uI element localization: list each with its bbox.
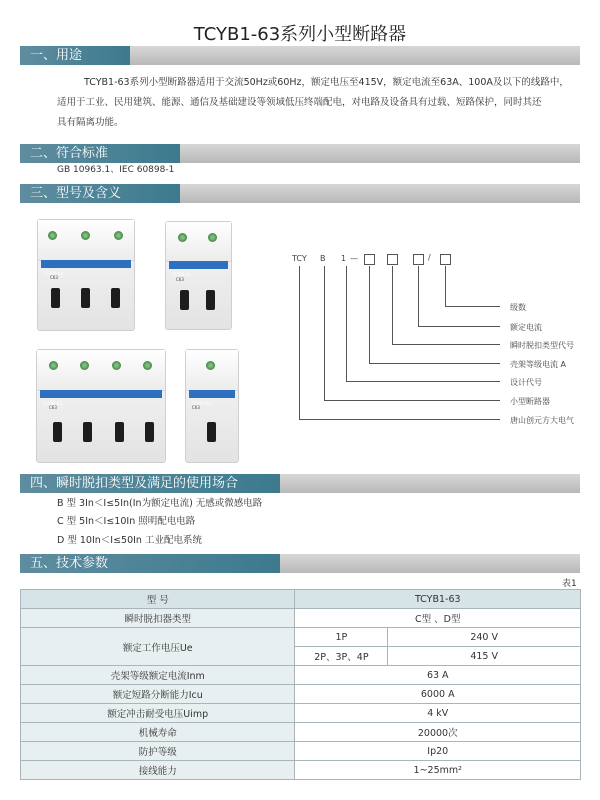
section-header-trip-types (20, 474, 580, 493)
meaning-trip-type: 瞬时脱扣类型代号 (510, 341, 574, 350)
trip-type-d: D 型 10In＜I≤50In 工业配电系统 (57, 535, 202, 546)
table-row: 额定短路分断能力Icu 6000 A (21, 685, 581, 704)
section-header-model (20, 184, 580, 203)
header-model: 型 号 (21, 590, 295, 609)
meaning-mcb: 小型断路器 (510, 397, 550, 406)
meaning-rated-current: 额定电流 (510, 323, 542, 332)
table-row: 额定工作电压Ue 1P 240 V (21, 628, 581, 647)
section-title: 一、用途 (20, 46, 130, 65)
page-title: TCYB1-63系列小型断路器 (193, 24, 407, 45)
usage-line-3: 具有隔离功能。 (57, 117, 124, 128)
meaning-manufacturer: 唐山创元方大电气 (510, 416, 574, 425)
table-label: 表1 (562, 579, 577, 589)
code-tcy: TCY (292, 254, 307, 263)
section-bar (180, 144, 580, 163)
table-row: 额定冲击耐受电压Uimp 4 kV (21, 704, 581, 723)
section-header-specs (20, 554, 580, 573)
section-title: 五、技术参数 (20, 554, 280, 573)
meaning-frame-current: 壳架等级电流 A (510, 360, 567, 369)
section-bar (280, 554, 580, 573)
table-row: 2P、3P、4P 415 V (21, 647, 581, 666)
code-b: B (320, 254, 326, 263)
breaker-2p-image: TCYB1-63 C63 (165, 221, 232, 330)
breaker-4p-image: TCYB1-63 C63 (36, 349, 166, 463)
trip-type-b: B 型 3In＜I≤5In(In为额定电流) 无感或微感电路 (57, 498, 263, 509)
code-box-frame-current (364, 254, 375, 265)
table-row: 壳架等级额定电流Inm 63 A (21, 666, 581, 685)
section-bar (130, 46, 580, 65)
meaning-design-code: 设计代号 (510, 378, 542, 387)
usage-line-1: TCYB1-63系列小型断路器适用于交流50Hz或60Hz，额定电压至415V，额定电流至63A、100A及以下的线路中， (84, 77, 569, 88)
section-header-usage (20, 46, 580, 65)
section-title: 三、型号及含义 (20, 184, 180, 203)
breaker-1p-image: TCYB1-63 C63 (185, 349, 239, 463)
section-bar (280, 474, 580, 493)
code-box-trip-type (387, 254, 398, 265)
breaker-3p-image: TCYB1-63 C63 (37, 219, 135, 331)
meaning-poles: 级数 (510, 303, 526, 312)
section-bar (180, 184, 580, 203)
table-header-row (21, 590, 581, 609)
header-model-value: TCYB1-63 (295, 590, 581, 609)
code-box-poles (440, 254, 451, 265)
section-title: 四、瞬时脱扣类型及满足的使用场合 (20, 474, 280, 493)
spec-table (20, 589, 581, 780)
table-row: 防护等级 Ip20 (21, 742, 581, 761)
table-row: 瞬时脱扣器类型 C型 、D型 (21, 609, 581, 628)
table-row: 机械寿命 20000次 (21, 723, 581, 742)
code-dash: — (350, 254, 358, 263)
section-title: 二、符合标准 (20, 144, 180, 163)
usage-line-2: 适用于工业、民用建筑、能源、通信及基础建设等领域低压终端配电，对电路及设备具有过载、短路保护，同时其还 (57, 97, 542, 108)
trip-type-c: C 型 5In＜I≤10In 照明配电电路 (57, 516, 196, 527)
standards-text: GB 10963.1、IEC 60898-1 (57, 165, 175, 175)
code-slash: / (428, 253, 431, 262)
table-row: 接线能力 1~25mm² (21, 761, 581, 780)
code-box-rated-current (413, 254, 424, 265)
code-1: 1 (341, 254, 347, 263)
